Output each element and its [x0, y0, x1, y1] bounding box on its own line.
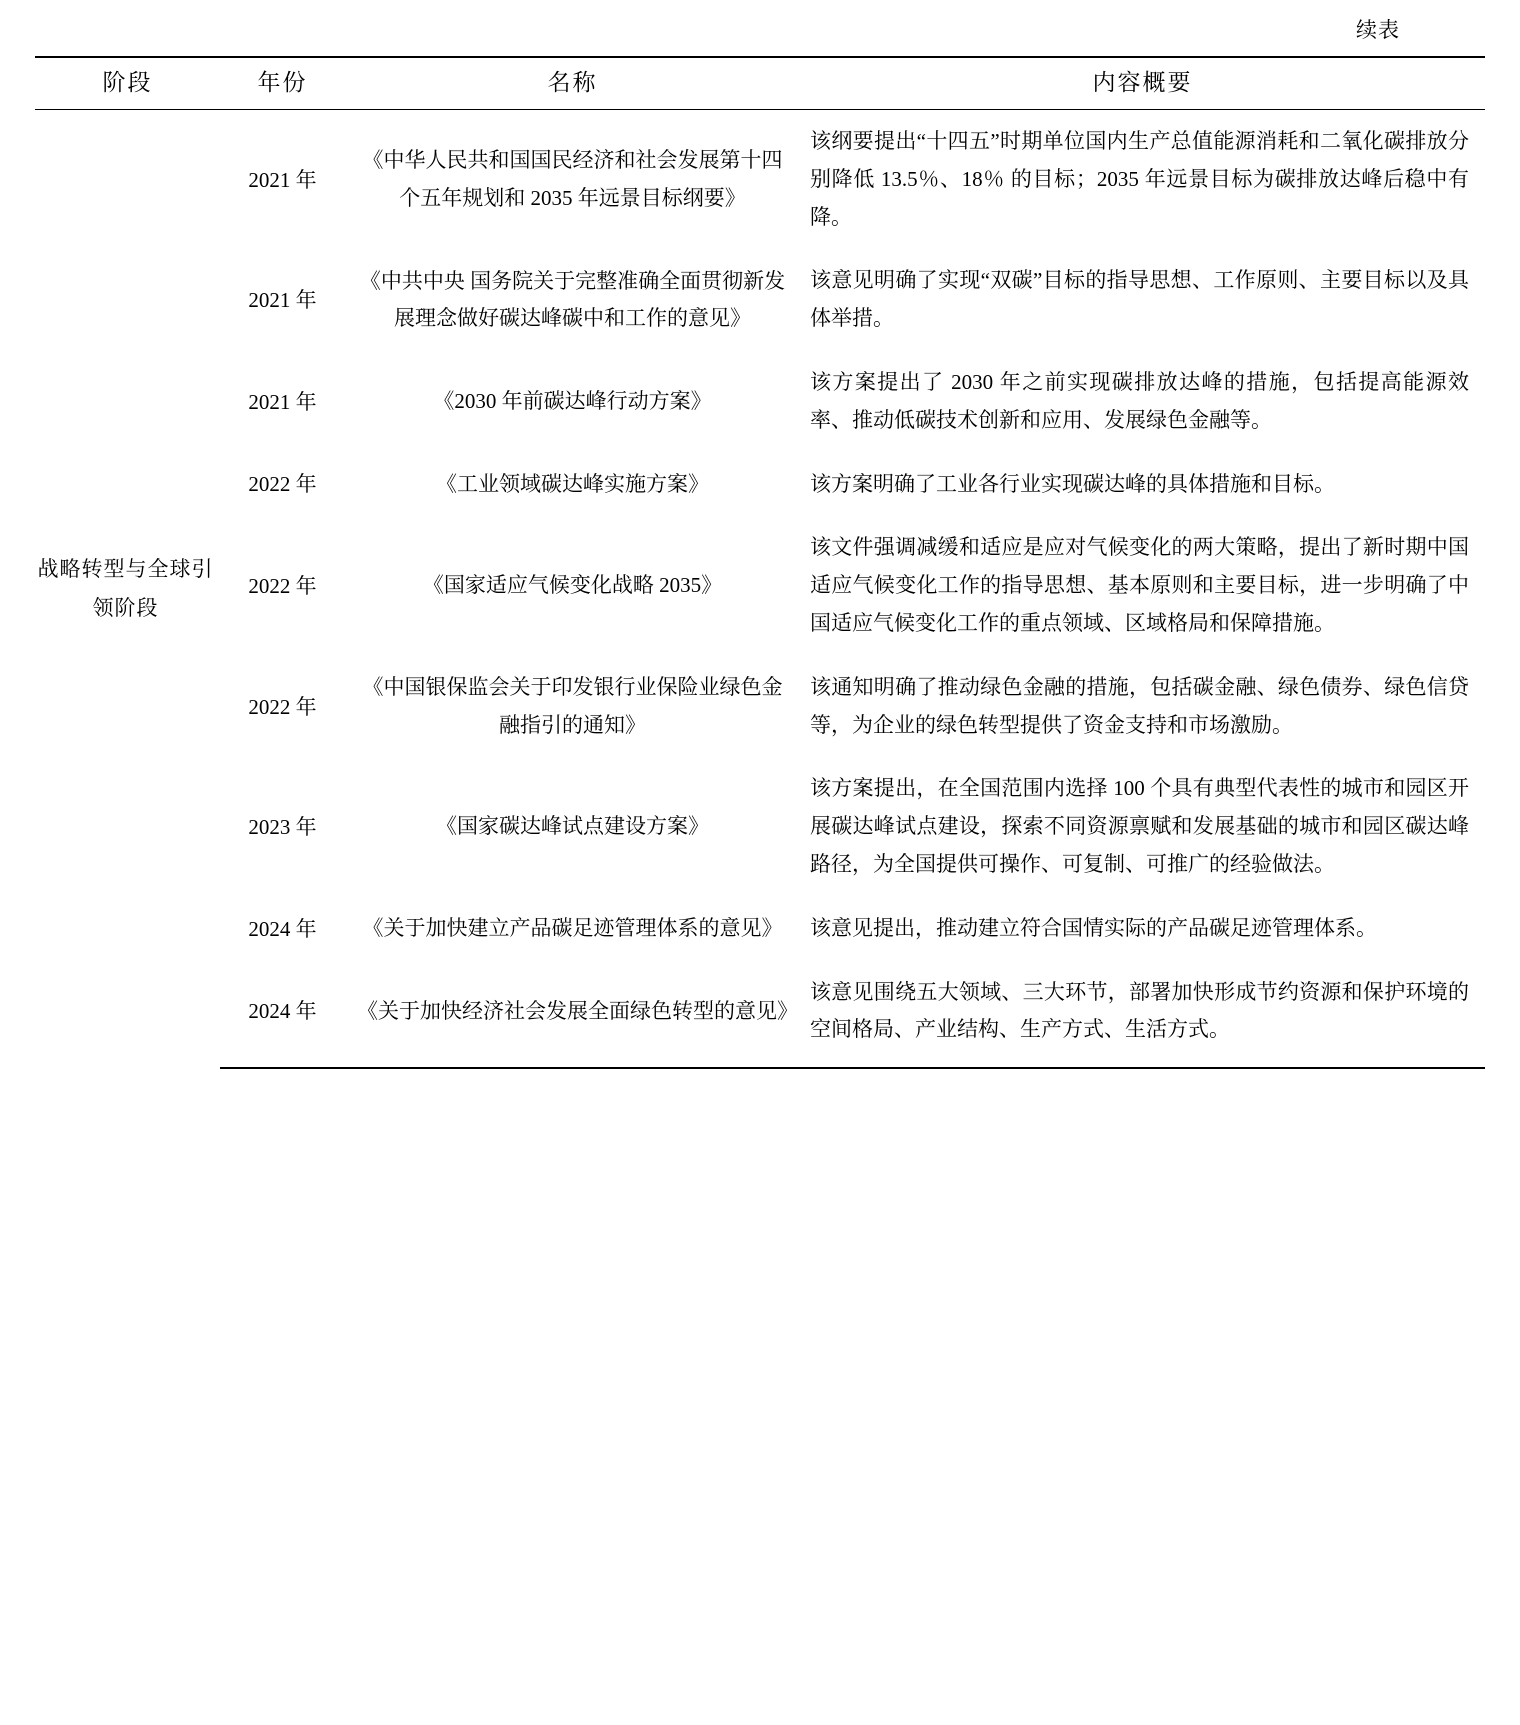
desc-cell: 该通知明确了推动绿色金融的措施，包括碳金融、绿色债券、绿色信贷等，为企业的绿色转型提供了资金支持和市场激励。 [810, 674, 1469, 737]
stage-cell: 战略转型与全球引领阶段 [37, 557, 214, 621]
table-row [35, 656, 1485, 758]
desc-cell: 该意见明确了实现“双碳”目标的指导思想、工作原则、主要目标以及具体举措。 [810, 268, 1469, 331]
year-cell: 2024 年 [248, 916, 317, 941]
desc-cell: 该方案提出，在全国范围内选择 100 个具有典型代表性的城市和园区开展碳达峰试点建设，探索不同资源禀赋和发展基础的城市和园区碳达峰路径，为全国提供可操作、可复制、可推广的经验做法。 [810, 776, 1469, 876]
table-row [35, 453, 1485, 517]
name-cell: 《中共中央 国务院关于完整准确全面贯彻新发展理念做好碳达峰碳中和工作的意见》 [359, 268, 786, 331]
desc-cell: 该意见围绕五大领域、三大环节，部署加快形成节约资源和保护环境的空间格局、产业结构、生产方式、生活方式。 [800, 961, 1485, 1069]
name-cell: 《中国银保监会关于印发银行业保险业绿色金融指引的通知》 [362, 675, 783, 737]
desc-cell: 该纲要提出“十四五”时期单位国内生产总值能源消耗和二氧化碳排放分别降低 13.5％、18％ 的目标；2035 年远景目标为碳排放达峰后稳中有降。 [810, 129, 1469, 229]
year-cell: 2022 年 [248, 574, 317, 599]
column-header-stage: 阶段 [35, 57, 220, 110]
column-header-desc: 内容概要 [800, 57, 1485, 110]
name-cell: 《2030 年前碳达峰行动方案》 [433, 389, 712, 414]
name-cell: 《关于加快建立产品碳足迹管理体系的意见》 [362, 915, 783, 940]
year-cell: 2024 年 [220, 961, 345, 1069]
column-header-year: 年份 [220, 57, 345, 110]
continuation-label: 续表 [1356, 18, 1400, 42]
table-row [35, 516, 1485, 655]
table-body [35, 110, 1485, 1069]
name-cell: 《国家碳达峰试点建设方案》 [436, 814, 709, 839]
year-cell: 2022 年 [248, 472, 317, 497]
name-cell: 《工业领域碳达峰实施方案》 [436, 471, 709, 496]
table-header-row [35, 57, 1485, 110]
table-row [35, 110, 1485, 250]
name-cell: 《中华人民共和国国民经济和社会发展第十四个五年规划和 2035 年远景目标纲要》 [362, 148, 783, 210]
table-header [35, 57, 1485, 110]
year-cell: 2021 年 [248, 288, 317, 313]
year-cell: 2022 年 [248, 694, 317, 719]
desc-cell: 该文件强调减缓和适应是应对气候变化的两大策略，提出了新时期中国适应气候变化工作的指导思想、基本原则和主要目标，进一步明确了中国适应气候变化工作的重点领域、区域格局和保障措施。 [810, 535, 1469, 635]
year-cell: 2021 年 [248, 167, 317, 192]
table-row [35, 351, 1485, 453]
name-cell: 《关于加快经济社会发展全面绿色转型的意见》 [345, 961, 800, 1069]
column-header-name: 名称 [345, 57, 800, 110]
table-row [35, 757, 1485, 896]
name-cell: 《国家适应气候变化战略 2035》 [422, 573, 723, 598]
year-cell: 2021 年 [248, 389, 317, 414]
desc-cell: 该方案明确了工业各行业实现碳达峰的具体措施和目标。 [810, 471, 1335, 496]
desc-cell: 该方案提出了 2030 年之前实现碳排放达峰的措施，包括提高能源效率、推动低碳技术创新和应用、发展绿色金融等。 [810, 369, 1469, 432]
policy-table [35, 56, 1485, 1069]
year-cell: 2023 年 [248, 815, 317, 839]
table-row [35, 249, 1485, 351]
desc-cell: 该意见提出，推动建立符合国情实际的产品碳足迹管理体系。 [810, 915, 1377, 940]
table-row [35, 961, 1485, 1069]
table-row [35, 897, 1485, 961]
